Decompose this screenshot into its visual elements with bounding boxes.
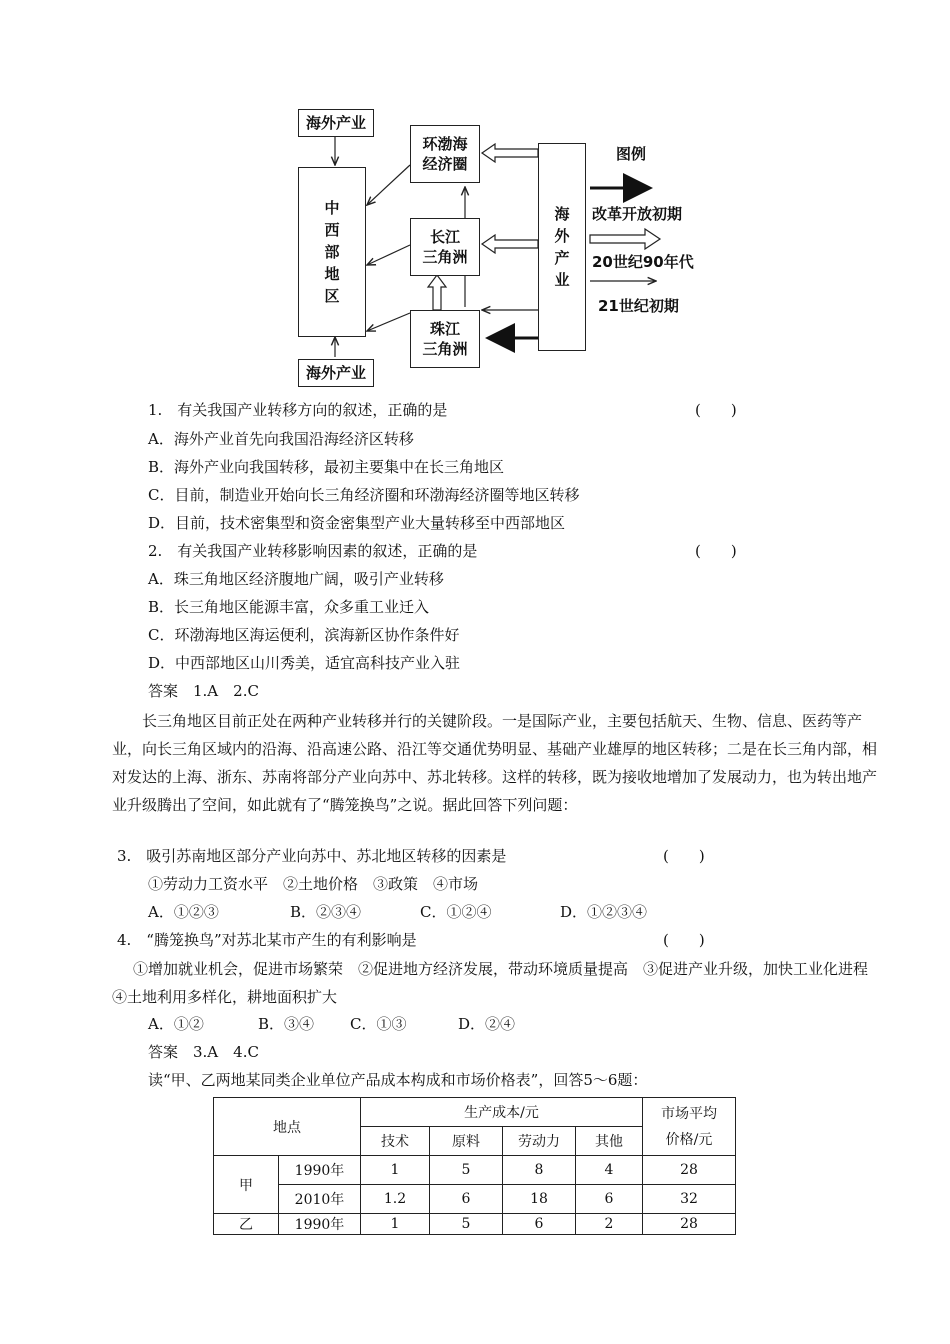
yangtze-label-line1: 长江 [429,228,460,246]
pearl-label-line1: 珠江 [429,320,460,338]
table-row [214,1156,736,1185]
pearl-label-line2: 三角洲 [422,340,468,358]
overseas-industry-bottom-box [298,359,374,387]
cell-labor: 18 [503,1185,576,1214]
subheader-labor: 劳动力 [503,1127,576,1156]
header-place: 地点 [214,1098,361,1156]
table-intro: 读“甲、乙两地某同类企业单位产品成本构成和市场价格表”，回答5～6题： [148,1071,648,1089]
cell-technology: 1.2 [361,1185,430,1214]
bohai-economic-circle-box [410,125,480,183]
q2-option-a: A．珠三角地区经济腹地广阔，吸引产业转移 [148,570,444,588]
cost-price-table [213,1097,736,1235]
q1-stem: 1. 有关我国产业转移方向的叙述，正确的是 [148,401,448,419]
header-market-price [643,1098,736,1156]
header-production-cost: 生产成本/元 [361,1098,643,1127]
midwest-region-label: 中西部地区 [324,199,340,305]
midwest-region-box [298,167,366,337]
q2-stem: 2. 有关我国产业转移影响因素的叙述，正确的是 [148,542,478,560]
cell-materials: 6 [430,1185,503,1214]
cell-other: 6 [576,1185,643,1214]
q2-option-d: D．中西部地区山川秀美，适宜高科技产业入驻 [148,654,461,672]
q4-option-d: D．②④ [458,1015,516,1033]
overseas-industry-top-box [298,109,374,137]
q4-stem: 4. “腾笼换鸟”对苏北某市产生的有利影响是 [117,931,417,949]
row-place: 甲 [214,1156,279,1214]
legend-item-1990s: 20世纪90年代 [592,253,694,271]
q4-items: ①增加就业机会，促进市场繁荣 ②促进地方经济发展，带动环境质量提高 ③促进产业升级，加快工业化进程 ④土地利用多样化，耕地面积扩大 [112,960,884,1006]
cell-technology: 1 [361,1214,430,1235]
cell-labor: 6 [503,1214,576,1235]
cell-technology: 1 [361,1156,430,1185]
cell-materials: 5 [430,1156,503,1185]
q1-option-d: D．目前，技术密集型和资金密集型产业大量转移至中西部地区 [148,514,566,532]
cell-labor: 8 [503,1156,576,1185]
overseas-industry-right-label: 海外产业 [554,205,570,289]
q4-option-b: B．③④ [258,1015,315,1033]
q4-option-a: A．①② [148,1015,204,1033]
cell-other: 4 [576,1156,643,1185]
yangtze-delta-box [410,218,480,276]
overseas-industry-top-label: 海外产业 [305,114,366,132]
cell-price: 28 [643,1156,736,1185]
q4-option-c: C．①③ [350,1015,407,1033]
subheader-technology: 技术 [361,1127,430,1156]
overseas-industry-bottom-label: 海外产业 [305,364,366,382]
subheader-materials: 原料 [430,1127,503,1156]
q3-option-b: B．②③④ [290,903,362,921]
answer-3-4: 答案 3.A 4.C [148,1043,259,1061]
bohai-label-line1: 环渤海 [422,135,468,153]
q1-option-a: A．海外产业首先向我国沿海经济区转移 [148,430,414,448]
passage-text: 长三角地区目前正处在两种产业转移并行的关键阶段。一是国际产业，主要包括航天、生物、信息、医药等产业，向长三角区域内的沿海、沿高速公路、沿江等交通优势明显、基础产业雄厚的地区转移；二是在长三角内部，相对发达的上海、浙东、苏南将部分产业向苏中、苏北转移。这样的转移，既为接收地增加了发展动力，也为转出地产业升级腾出了空间，如此就有了“腾笼换鸟”之说。据此回答下列问题： [112,712,878,814]
legend-item-2000s: 21世纪初期 [598,297,679,315]
yangtze-label-line2: 三角洲 [422,248,468,266]
q2-option-b: B．长三角地区能源丰富，众多重工业迁入 [148,598,430,616]
header-market-price-line1: 市场平均 [661,1105,717,1122]
industry-transfer-diagram [280,95,720,395]
q2-option-c: C．环渤海地区海运便利，滨海新区协作条件好 [148,626,460,644]
q3-items: ①劳动力工资水平 ②土地价格 ③政策 ④市场 [148,875,479,893]
q3-option-d: D．①②③④ [560,903,648,921]
table-row [214,1214,736,1235]
legend-item-reform: 改革开放初期 [592,205,683,223]
cell-materials: 5 [430,1214,503,1235]
cell-price: 32 [643,1185,736,1214]
row-year: 2010年 [279,1185,361,1214]
legend-title: 图例 [616,145,647,163]
cell-other: 2 [576,1214,643,1235]
q3-stem: 3. 吸引苏南地区部分产业向苏中、苏北地区转移的因素是 [117,847,507,865]
q2-paren: ( ) [695,542,737,560]
cell-price: 28 [643,1214,736,1235]
q3-option-c: C．①②④ [420,903,492,921]
pearl-delta-box [410,310,480,368]
subheader-other: 其他 [576,1127,643,1156]
q3-option-a: A．①②③ [148,903,219,921]
answer-1-2: 答案 1.A 2.C [148,682,259,700]
table-row [214,1185,736,1214]
row-year: 1990年 [279,1156,361,1185]
q1-option-b: B．海外产业向我国转移，最初主要集中在长三角地区 [148,458,505,476]
q3-paren: ( ) [663,847,705,865]
row-place: 乙 [214,1214,279,1235]
q1-option-c: C．目前，制造业开始向长三角经济圈和环渤海经济圈等地区转移 [148,486,580,504]
q4-paren: ( ) [663,931,705,949]
overseas-industry-right-box [538,143,586,351]
q1-paren: ( ) [695,401,737,419]
row-year: 1990年 [279,1214,361,1235]
header-market-price-line2: 价格/元 [665,1131,713,1148]
bohai-label-line2: 经济圈 [422,155,468,173]
